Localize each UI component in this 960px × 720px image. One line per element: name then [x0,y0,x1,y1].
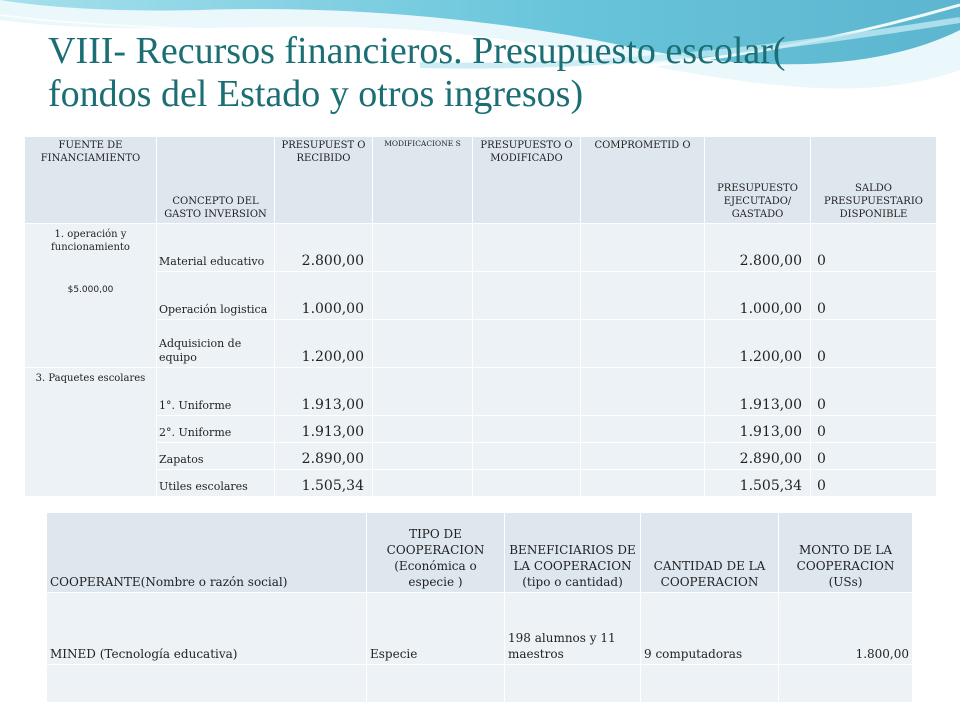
table-row-empty [47,665,913,703]
recibido-cell: 1.200,00 [275,320,373,368]
recibido-cell: 1.000,00 [275,272,373,320]
modificaciones-cell [373,368,473,416]
modificaciones-cell [373,443,473,470]
saldo-cell: 0 [811,320,937,368]
ejecutado-cell: 2.800,00 [705,224,811,272]
modificaciones-cell [373,416,473,443]
budget-table [24,136,937,497]
page-title-line-2: fondos del Estado y otros ingresos) [48,73,584,115]
modificaciones-cell [373,224,473,272]
modificado-cell [473,416,581,443]
source-cell-paquetes: 3. Paquetes escolares [25,368,157,497]
modificado-cell [473,224,581,272]
comprometido-cell [581,470,705,497]
modificado-cell [473,320,581,368]
table-row [25,416,937,443]
modificado-cell [473,368,581,416]
source-amount: $5.000,00 [67,285,114,295]
ejecutado-cell: 1.200,00 [705,320,811,368]
concept-cell: Operación logistica [157,272,275,320]
empty-cell [505,665,641,703]
page-title [48,30,948,116]
header-cooperante: COOPERANTE(Nombre o razón social) [47,513,367,593]
cooperante-cell: MINED (Tecnología educativa) [47,593,367,665]
modificado-cell [473,272,581,320]
empty-cell [779,665,913,703]
table-row [47,593,913,665]
saldo-cell: 0 [811,470,937,497]
empty-cell [641,665,779,703]
header-beneficiarios: BENEFICIARIOS DE LA COOPERACION (tipo o cantidad) [505,513,641,593]
modificaciones-cell [373,320,473,368]
header-comprometido: COMPROMETID O [581,137,705,224]
comprometido-cell [581,320,705,368]
header-ejecutado: PRESUPUESTO EJECUTADO/ GASTADO [705,137,811,224]
empty-cell [47,665,367,703]
beneficiarios-cell: 198 alumnos y 11 maestros [505,593,641,665]
ejecutado-cell: 1.000,00 [705,272,811,320]
ejecutado-cell: 2.890,00 [705,443,811,470]
comprometido-cell [581,224,705,272]
recibido-cell: 1.913,00 [275,368,373,416]
saldo-cell: 0 [811,416,937,443]
page-title-line-1: VIII- Recursos financieros. Presupuesto escolar( [48,30,786,72]
monto-cell: 1.800,00 [779,593,913,665]
header-modificado: PRESUPUESTO O MODIFICADO [473,137,581,224]
modificado-cell [473,470,581,497]
cooperation-header-row [47,513,913,593]
saldo-cell: 0 [811,368,937,416]
cantidad-cell: 9 computadoras [641,593,779,665]
header-concepto: CONCEPTO DEL GASTO INVERSION [157,137,275,224]
table-row [25,470,937,497]
comprometido-cell [581,272,705,320]
recibido-cell: 2.800,00 [275,224,373,272]
comprometido-cell [581,443,705,470]
header-modificaciones: MODIFICACIONE S [373,137,473,224]
concept-cell: 2°. Uniforme [157,416,275,443]
recibido-cell: 2.890,00 [275,443,373,470]
table-row [25,443,937,470]
ejecutado-cell: 1.913,00 [705,368,811,416]
modificado-cell [473,443,581,470]
concept-cell: Utiles escolares [157,470,275,497]
saldo-cell: 0 [811,224,937,272]
ejecutado-cell: 1.913,00 [705,416,811,443]
header-recibido: PRESUPUEST O RECIBIDO [275,137,373,224]
concept-cell: 1°. Uniforme [157,368,275,416]
empty-cell [367,665,505,703]
modificaciones-cell [373,272,473,320]
recibido-cell: 1.913,00 [275,416,373,443]
budget-header-row [25,137,937,224]
modificaciones-cell [373,470,473,497]
recibido-cell: 1.505,34 [275,470,373,497]
concept-cell: Zapatos [157,443,275,470]
header-monto: MONTO DE LA COOPERACION (USs) [779,513,913,593]
header-fuente: FUENTE DE FINANCIAMIENTO [25,137,157,224]
source-name: 1. operación y funcionamiento [51,229,130,253]
comprometido-cell [581,368,705,416]
saldo-cell: 0 [811,443,937,470]
cooperation-table [46,512,913,703]
comprometido-cell [581,416,705,443]
tipo-cell: Especie [367,593,505,665]
table-row [25,272,937,320]
ejecutado-cell: 1.505,34 [705,470,811,497]
concept-cell: Adquisicion de equipo [157,320,275,368]
saldo-cell: 0 [811,272,937,320]
table-row [25,368,937,416]
header-cantidad: CANTIDAD DE LA COOPERACION [641,513,779,593]
header-saldo: SALDO PRESUPUESTARIO DISPONIBLE [811,137,937,224]
source-cell-operacion [25,224,157,368]
table-row [25,224,937,272]
header-tipo: TIPO DE COOPERACION (Económica o especie ) [367,513,505,593]
table-row [25,320,937,368]
concept-cell: Material educativo [157,224,275,272]
